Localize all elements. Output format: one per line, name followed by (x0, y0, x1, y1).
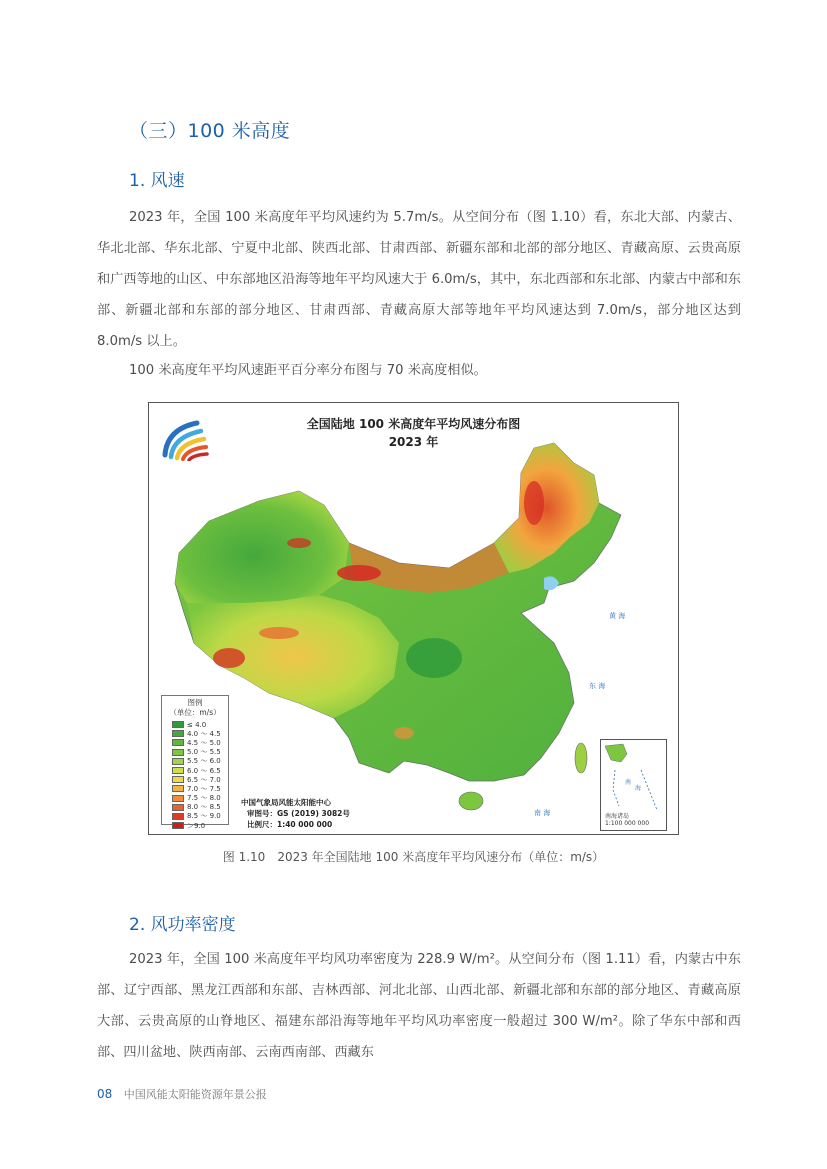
figure-caption: 图 1.10 2023 年全国陆地 100 米高度年平均风速分布（单位：m/s） (222, 850, 605, 864)
legend-swatch (172, 804, 184, 811)
legend-title: 图例 (187, 698, 203, 707)
legend-swatch (172, 813, 184, 820)
legend-label: 6.0 ～ 6.5 (187, 766, 221, 775)
legend-item (162, 821, 228, 830)
legend-label: 4.0 ～ 4.5 (187, 729, 221, 738)
inset-sea-label-1: 南 (625, 779, 632, 786)
map-credit-scale: 比例尺：1:40 000 000 (247, 820, 333, 829)
legend-swatch (172, 739, 184, 746)
svg-text:黄 海: 黄 海 (609, 612, 626, 620)
map-year: 2023 年 (388, 435, 439, 449)
map-credit-org: 中国气象局风能太阳能中心 (241, 798, 331, 807)
legend-label: ≤ 4.0 (187, 720, 207, 729)
legend-swatch (172, 822, 184, 829)
inset-label-scale: 1:100 000 000 (605, 820, 650, 827)
legend-label: 6.5 ～ 7.0 (187, 775, 221, 784)
legend-label: ＞9.0 (187, 821, 206, 830)
paragraph-anomaly-text: 100 米高度年平均风速距平百分率分布图与 70 米高度相似。 (129, 363, 487, 378)
legend-label: 8.5 ～ 9.0 (187, 812, 221, 821)
footer-publication-title: 中国风能太阳能资源年景公报 (123, 1088, 267, 1101)
section-title: （三）100 米高度 (129, 120, 291, 142)
map-legend (161, 695, 229, 830)
legend-label: 5.0 ～ 5.5 (187, 748, 221, 757)
map-title: 全国陆地 100 米高度年平均风速分布图 (306, 417, 521, 431)
legend-swatch (172, 795, 184, 802)
wind-speed-map-figure (148, 402, 679, 835)
map-credit-review: 审图号：GS (2019) 3082号 (247, 809, 350, 818)
paragraph-power-density-text: 2023 年，全国 100 米高度年平均风功率密度为 228.9 W/m²。从空间分布（图 1.11）看，内蒙古中东部、辽宁西部、黑龙江西部和东部、吉林西部、河北北部、山西北部、新疆北部和东部的部分地区、青藏高原大部、云贵高原的山脊地区、福建东部沿海等地年平均风功率密度一般超过 300 W/m²。除了华东中部和西部、四川盆地、陕西南部、云南西南部、西藏东 (97, 952, 741, 1060)
south-china-sea-inset (600, 739, 667, 831)
legend-label: 8.0 ～ 8.5 (187, 803, 221, 812)
inset-label (605, 813, 649, 827)
legend-label: 7.5 ～ 8.0 (187, 794, 221, 803)
inset-label-name: 南海诸岛 (605, 813, 630, 820)
svg-text:南 海: 南 海 (534, 809, 551, 817)
legend-unit: （单位：m/s） (169, 708, 221, 717)
legend-swatch (172, 730, 184, 737)
legend-label: 7.0 ～ 7.5 (187, 784, 221, 793)
subsection-title-power-density: 2. 风功率密度 (129, 915, 236, 935)
legend-swatch (172, 749, 184, 756)
legend-label: 5.5 ～ 6.0 (187, 757, 221, 766)
inset-sea-label-2: 海 (635, 785, 642, 792)
paragraph-anomaly (97, 355, 741, 386)
subsection-title-wind-speed: 1. 风速 (129, 171, 185, 191)
legend-swatch (172, 785, 184, 792)
legend-swatch (172, 758, 184, 765)
legend-swatch (172, 776, 184, 783)
svg-text:东 海: 东 海 (589, 682, 606, 690)
paragraph-power-density (97, 944, 741, 1068)
paragraph-wind-speed (97, 202, 741, 357)
paragraph-wind-speed-text: 2023 年，全国 100 米高度年平均风速约为 5.7m/s。从空间分布（图 1.10）看，东北大部、内蒙古、华北北部、华东北部、宁夏中北部、陕西北部、甘肃西部、新疆东部和北部的部分地区、青藏高原、云贵高原和广西等地的山区、中东部地区沿海等地年平均风速大于 6.0m/s，其中，东北西部和东北部、内蒙古中部和东部、新疆北部和东部的部分地区、甘肃西部、青藏高原大部等地年平均风速达到 7.0m/s，部分地区达到 8.0m/s 以上。 (97, 210, 741, 349)
legend-swatch (172, 767, 184, 774)
legend-label: 4.5 ～ 5.0 (187, 738, 221, 747)
page-footer (97, 1086, 267, 1102)
legend-swatch (172, 721, 184, 728)
legend-rows (162, 720, 228, 830)
page-number: 08 (97, 1087, 113, 1101)
